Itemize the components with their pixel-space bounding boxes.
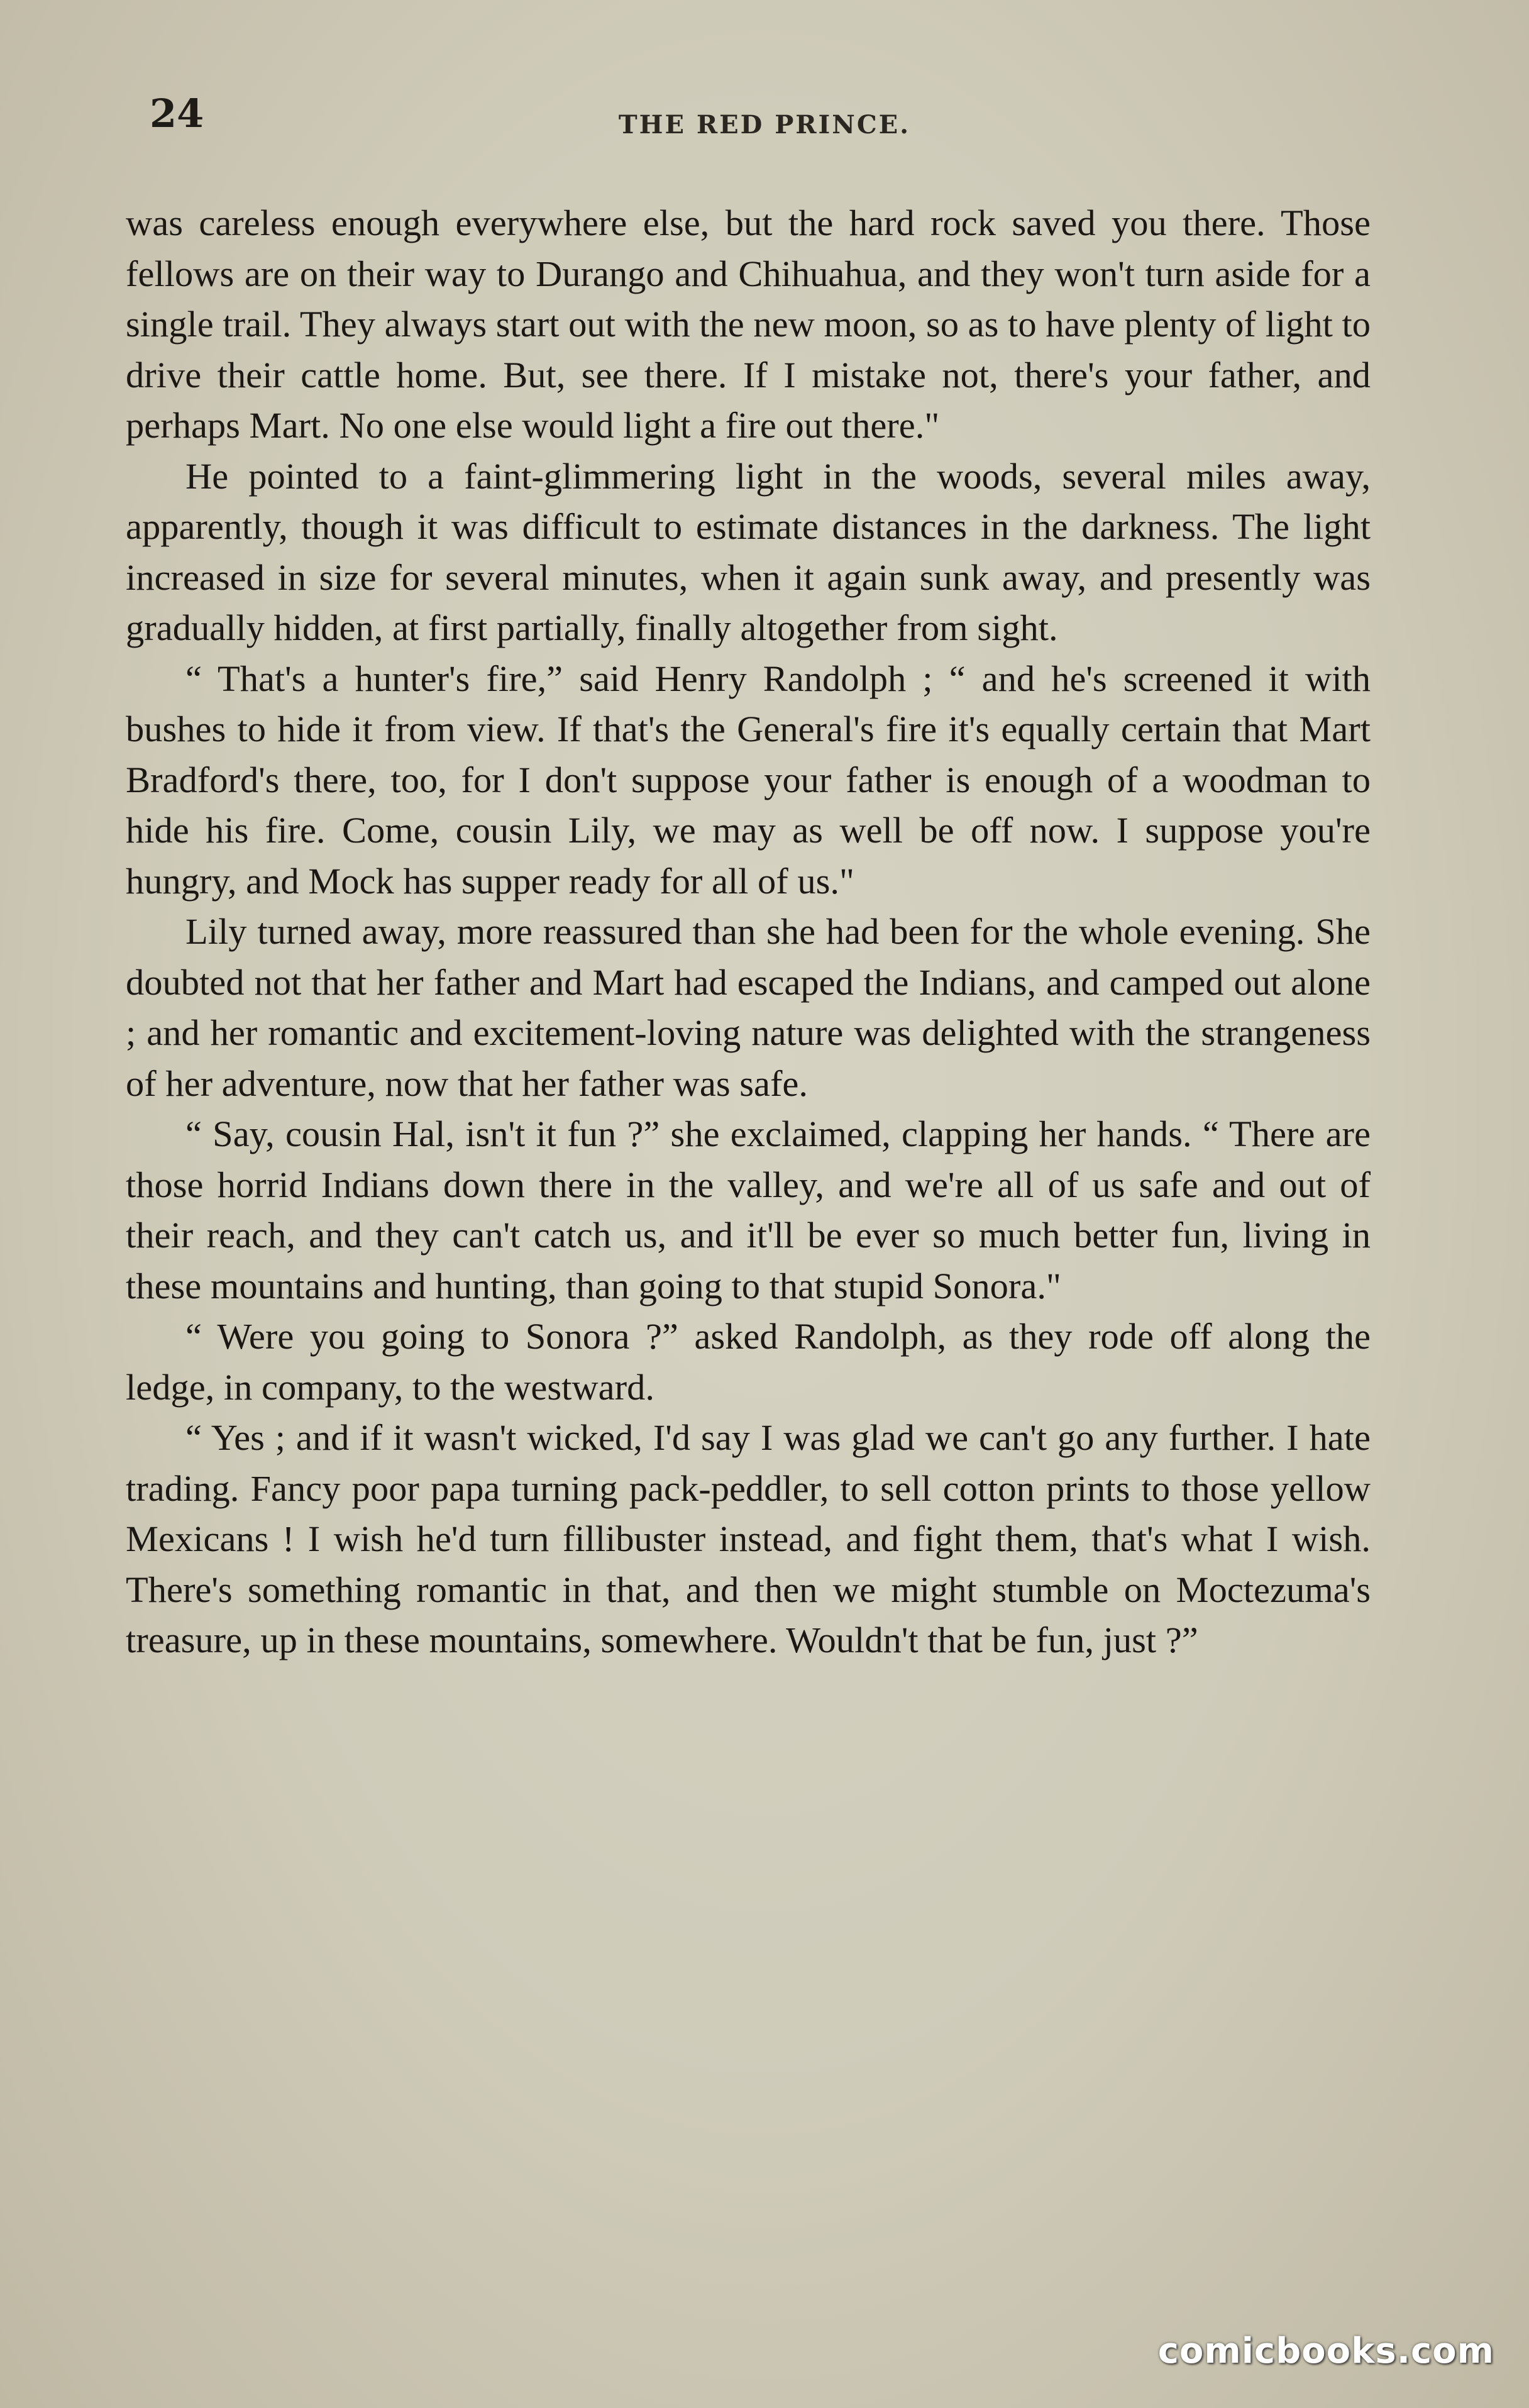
body-text — [126, 198, 1371, 1666]
paragraph-7: “ Yes ; and if it wasn't wicked, I'd say I was glad we can't go any further. I hate trading. Fancy poor papa turning pack-peddler, to sell cotton prints to those yellow Mexicans ! I wish he'd turn fillibuster instead, and fight them, that's what I wish. There's something romantic in that, and then we might stumble on Moctezuma's treasure, up in these mountains, somewhere. Wouldn't that be fun, just ?” — [126, 1417, 1371, 1660]
paragraph-3: “ That's a hunter's fire,” said Henry Randolph ; “ and he's screened it with bushes to hide it from view. If that's the General's fire it's equally certain that Mart Bradford's there, too, for I don't suppose your father is enough of a woodman to hide his fire. Come, cousin Lily, we may as well be off now. I suppose you're hungry, and Mock has supper ready for all of us." — [126, 658, 1371, 902]
paragraph-2: He pointed to a faint-glimmering light in the woods, several miles away, apparently, though it was difficult to estimate distances in the darkness. The light increased in size for several minutes, when it again sunk away, and presently was gradually hidden, at first partially, finally altogether from sight. — [126, 455, 1371, 648]
paragraph-1: was careless enough everywhere else, but the hard rock saved you there. Those fellows are on their way to Durango and Chihuahua, and they won't turn aside for a single trail. They always start out with the new moon, so as to have plenty of light to drive their cattle home. But, see there. If I mistake not, there's your father, and perhaps Mart. No one else would light a fire out there." — [126, 202, 1371, 446]
paragraph-5: “ Say, cousin Hal, isn't it fun ?” she exclaimed, clapping her hands. “ There are those horrid Indians down there in the valley, and we're all of us safe and out of their reach, and they can't catch us, and it'll be ever so much better fun, living in these mountains and hunting, than going to that stupid Sonora." — [126, 1113, 1371, 1306]
page-number: 24 — [150, 91, 204, 136]
running-title: THE RED PRINCE. — [618, 110, 911, 140]
paragraph-6: “ Were you going to Sonora ?” asked Randolph, as they rode off along the ledge, in company, to the westward. — [126, 1316, 1371, 1408]
paragraph-4: Lily turned away, more reassured than she had been for the whole evening. She doubted not that her father and Mart had escaped the Indians, and camped out alone ; and her romantic and excitement-loving nature was delighted with the strangeness of her adventure, now that her father was safe. — [126, 911, 1371, 1104]
watermark: comicbooks.com — [1157, 2331, 1494, 2372]
